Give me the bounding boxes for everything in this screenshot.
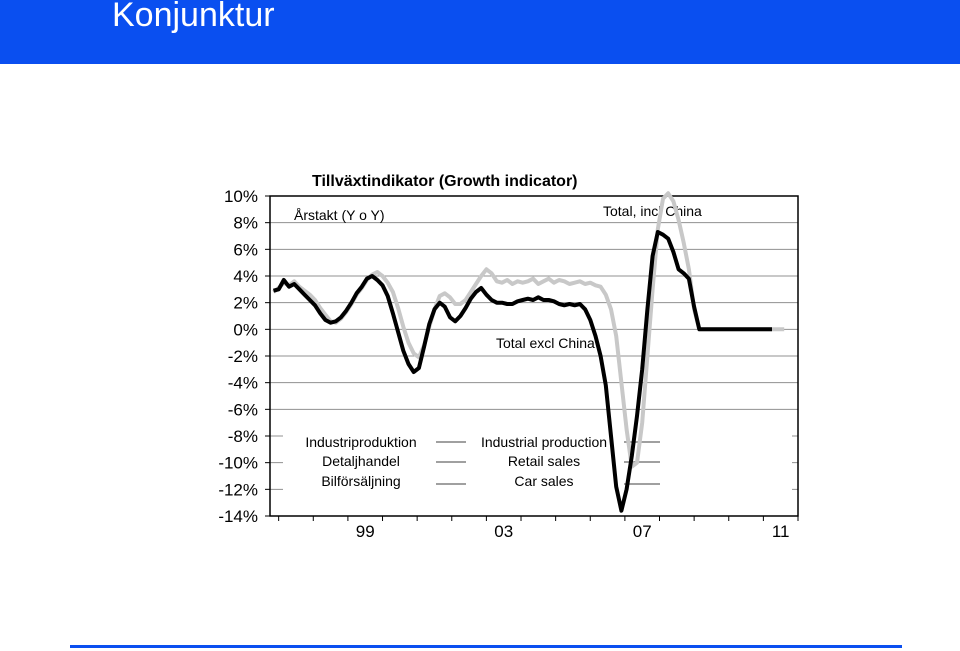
y-tick-label: -8% — [227, 427, 258, 446]
y-tick-label: 10% — [223, 187, 258, 206]
footer-rule — [70, 645, 902, 648]
annotation-total-excl-china: Total excl China — [496, 335, 595, 351]
legend-car-sales: Car sales — [514, 473, 574, 489]
x-tick-label: 07 — [632, 522, 652, 541]
y-tick-label: 0% — [233, 320, 258, 340]
y-tick-label: -4% — [227, 373, 258, 393]
y-tick-label: 2% — [233, 293, 258, 313]
y-tick-label: 6% — [233, 240, 258, 260]
y-tick-label: -10% — [218, 453, 258, 473]
y-tick-label: -14% — [218, 507, 258, 526]
y-tick-label: 4% — [233, 267, 258, 286]
x-tick-label: 11 — [771, 522, 790, 541]
legend-retail-sales: Retail sales — [507, 453, 581, 469]
x-tick-label: 03 — [494, 522, 514, 541]
chart-title: Tillväxtindikator (Growth indicator) — [312, 173, 578, 190]
chart-subtitle: Årstakt (Y o Y) — [294, 207, 385, 223]
y-axis — [218, 187, 270, 526]
x-tick-label: 99 — [355, 522, 375, 541]
page-title: Konjunktur — [112, 0, 275, 34]
annotation-total-incl-china: Total, incl China — [603, 203, 702, 219]
legend-bilforsaljning: Bilförsäljning — [321, 473, 401, 489]
y-tick-label: -12% — [218, 480, 258, 500]
x-axis — [279, 516, 798, 541]
legend-industrial-production: Industrial production — [480, 434, 608, 450]
y-tick-label: -6% — [227, 400, 258, 420]
y-tick-label: 8% — [233, 213, 258, 233]
legend-detaljhandel: Detaljhandel — [322, 453, 400, 469]
y-tick-label: -2% — [227, 347, 258, 366]
legend-industriproduktion: Industriproduktion — [305, 434, 417, 450]
